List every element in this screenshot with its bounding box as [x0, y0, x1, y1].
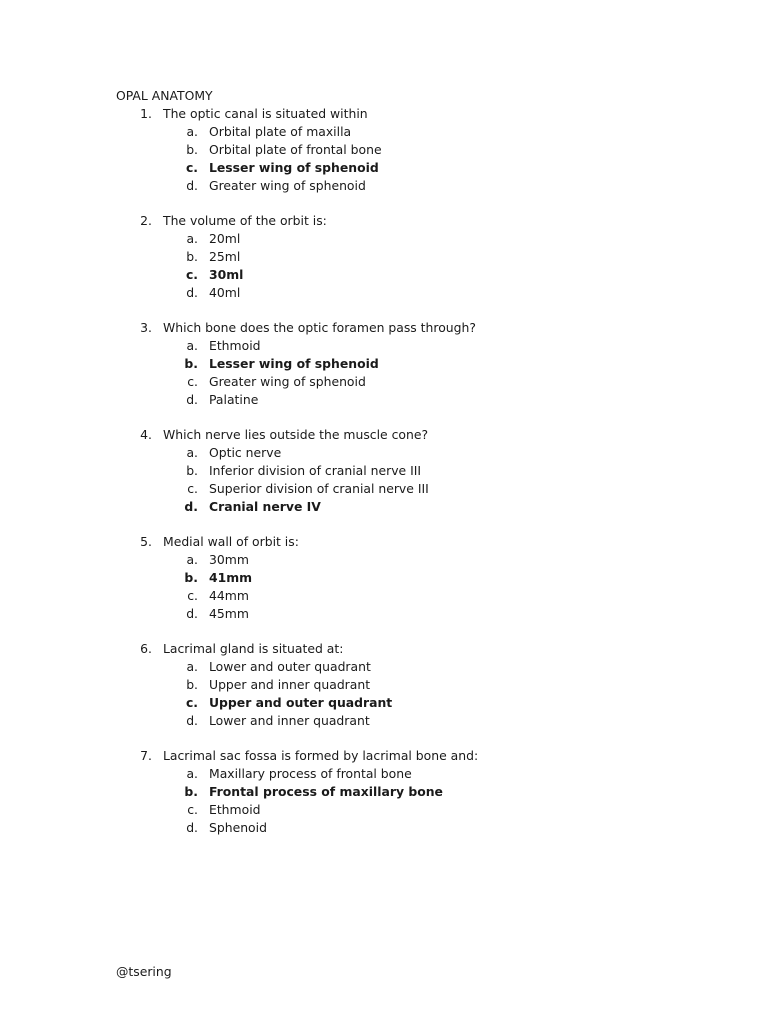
option-d	[116, 177, 716, 195]
option-letter: a.	[186, 338, 198, 353]
question-line	[116, 533, 716, 551]
option-text: Upper and outer quadrant	[209, 694, 393, 710]
option-text: Cranial nerve IV	[209, 498, 321, 514]
option-text: Sphenoid	[209, 819, 267, 835]
question-line	[116, 212, 716, 230]
option-a	[116, 337, 716, 355]
option-letter: c.	[187, 373, 198, 389]
question-line	[116, 426, 716, 444]
option-letter: a.	[186, 231, 198, 246]
option-letter: d.	[186, 391, 198, 407]
option-c	[116, 266, 716, 284]
question-number: 3.	[140, 320, 152, 335]
option-c	[116, 694, 716, 712]
option-text: 44mm	[209, 587, 249, 603]
option-letter: b.	[184, 783, 198, 799]
option-text: 30mm	[209, 552, 249, 567]
option-d	[116, 712, 716, 730]
option-d	[116, 498, 716, 516]
option-text: Palatine	[209, 391, 259, 407]
option-text: Inferior division of cranial nerve III	[209, 462, 422, 478]
option-c	[116, 373, 716, 391]
option-b	[116, 248, 716, 266]
question-text: The optic canal is situated within	[163, 106, 368, 121]
option-letter: a.	[186, 445, 198, 460]
question-number: 4.	[140, 427, 152, 442]
option-d	[116, 391, 716, 409]
question-4	[116, 426, 716, 516]
question-6	[116, 640, 716, 730]
option-text: 25ml	[209, 248, 241, 264]
option-letter: c.	[187, 587, 198, 603]
option-b	[116, 783, 716, 801]
question-text: Medial wall of orbit is:	[163, 534, 299, 549]
option-text: Orbital plate of frontal bone	[209, 141, 382, 157]
option-c	[116, 801, 716, 819]
option-d	[116, 605, 716, 623]
option-text: Superior division of cranial nerve III	[209, 480, 429, 496]
option-b	[116, 141, 716, 159]
option-c	[116, 587, 716, 605]
question-line	[116, 640, 716, 658]
option-text: Greater wing of sphenoid	[209, 373, 366, 389]
question-number: 7.	[140, 748, 152, 763]
option-b	[116, 676, 716, 694]
option-text: 20ml	[209, 231, 241, 246]
option-a	[116, 658, 716, 676]
question-text: Lacrimal gland is situated at:	[163, 641, 344, 656]
option-text: Lesser wing of sphenoid	[209, 355, 379, 371]
option-letter: c.	[185, 694, 198, 710]
option-b	[116, 355, 716, 373]
option-a	[116, 123, 716, 141]
option-text: 41mm	[209, 569, 253, 585]
option-text: Lesser wing of sphenoid	[209, 159, 379, 175]
option-text: Frontal process of maxillary bone	[209, 783, 443, 799]
option-letter: d.	[186, 819, 198, 835]
option-letter: c.	[185, 159, 198, 175]
option-a	[116, 444, 716, 462]
option-a	[116, 765, 716, 783]
question-text: Which nerve lies outside the muscle cone?	[163, 427, 429, 442]
option-text: Ethmoid	[209, 338, 261, 353]
author-handle: @tsering	[116, 964, 172, 979]
option-letter: c.	[187, 480, 198, 496]
option-text: Orbital plate of maxilla	[209, 124, 352, 139]
question-text: Which bone does the optic foramen pass through?	[163, 320, 476, 335]
option-c	[116, 159, 716, 177]
option-d	[116, 284, 716, 302]
option-text: Upper and inner quadrant	[209, 676, 371, 692]
option-letter: a.	[186, 124, 198, 139]
question-line	[116, 747, 716, 765]
option-letter: c.	[187, 801, 198, 817]
option-letter: b.	[184, 355, 198, 371]
option-b	[116, 569, 716, 587]
option-text: 45mm	[209, 605, 249, 621]
option-b	[116, 462, 716, 480]
option-c	[116, 480, 716, 498]
option-d	[116, 819, 716, 837]
option-letter: b.	[184, 569, 198, 585]
option-letter: d.	[186, 605, 198, 621]
option-text: Greater wing of sphenoid	[209, 177, 366, 193]
question-number: 2.	[140, 213, 152, 228]
question-7	[116, 747, 716, 837]
question-line	[116, 319, 716, 337]
option-text: Lower and outer quadrant	[209, 659, 371, 674]
question-number: 6.	[140, 641, 152, 656]
option-letter: c.	[185, 266, 198, 282]
option-a	[116, 230, 716, 248]
option-a	[116, 551, 716, 569]
option-text: Ethmoid	[209, 801, 261, 817]
question-number: 5.	[140, 534, 152, 549]
option-letter: b.	[186, 248, 198, 264]
option-letter: d.	[186, 177, 198, 193]
document-title: OPAL ANATOMY	[116, 88, 213, 103]
question-text: The volume of the orbit is:	[163, 213, 327, 228]
option-letter: a.	[186, 659, 198, 674]
option-letter: d.	[186, 712, 198, 728]
option-text: Lower and inner quadrant	[209, 712, 370, 728]
question-2	[116, 212, 716, 302]
question-line	[116, 105, 716, 123]
question-5	[116, 533, 716, 623]
option-text: 30ml	[209, 266, 244, 282]
question-number: 1.	[140, 106, 152, 121]
option-letter: b.	[186, 676, 198, 692]
option-text: Optic nerve	[209, 445, 282, 460]
option-text: 40ml	[209, 284, 241, 300]
question-text: Lacrimal sac fossa is formed by lacrimal bone and:	[163, 748, 479, 763]
question-3	[116, 319, 716, 409]
option-letter: b.	[186, 141, 198, 157]
option-letter: a.	[186, 766, 198, 781]
option-letter: d.	[186, 284, 198, 300]
option-letter: d.	[184, 498, 198, 514]
option-text: Maxillary process of frontal bone	[209, 766, 412, 781]
question-1	[116, 105, 716, 195]
option-letter: a.	[186, 552, 198, 567]
option-letter: b.	[186, 462, 198, 478]
